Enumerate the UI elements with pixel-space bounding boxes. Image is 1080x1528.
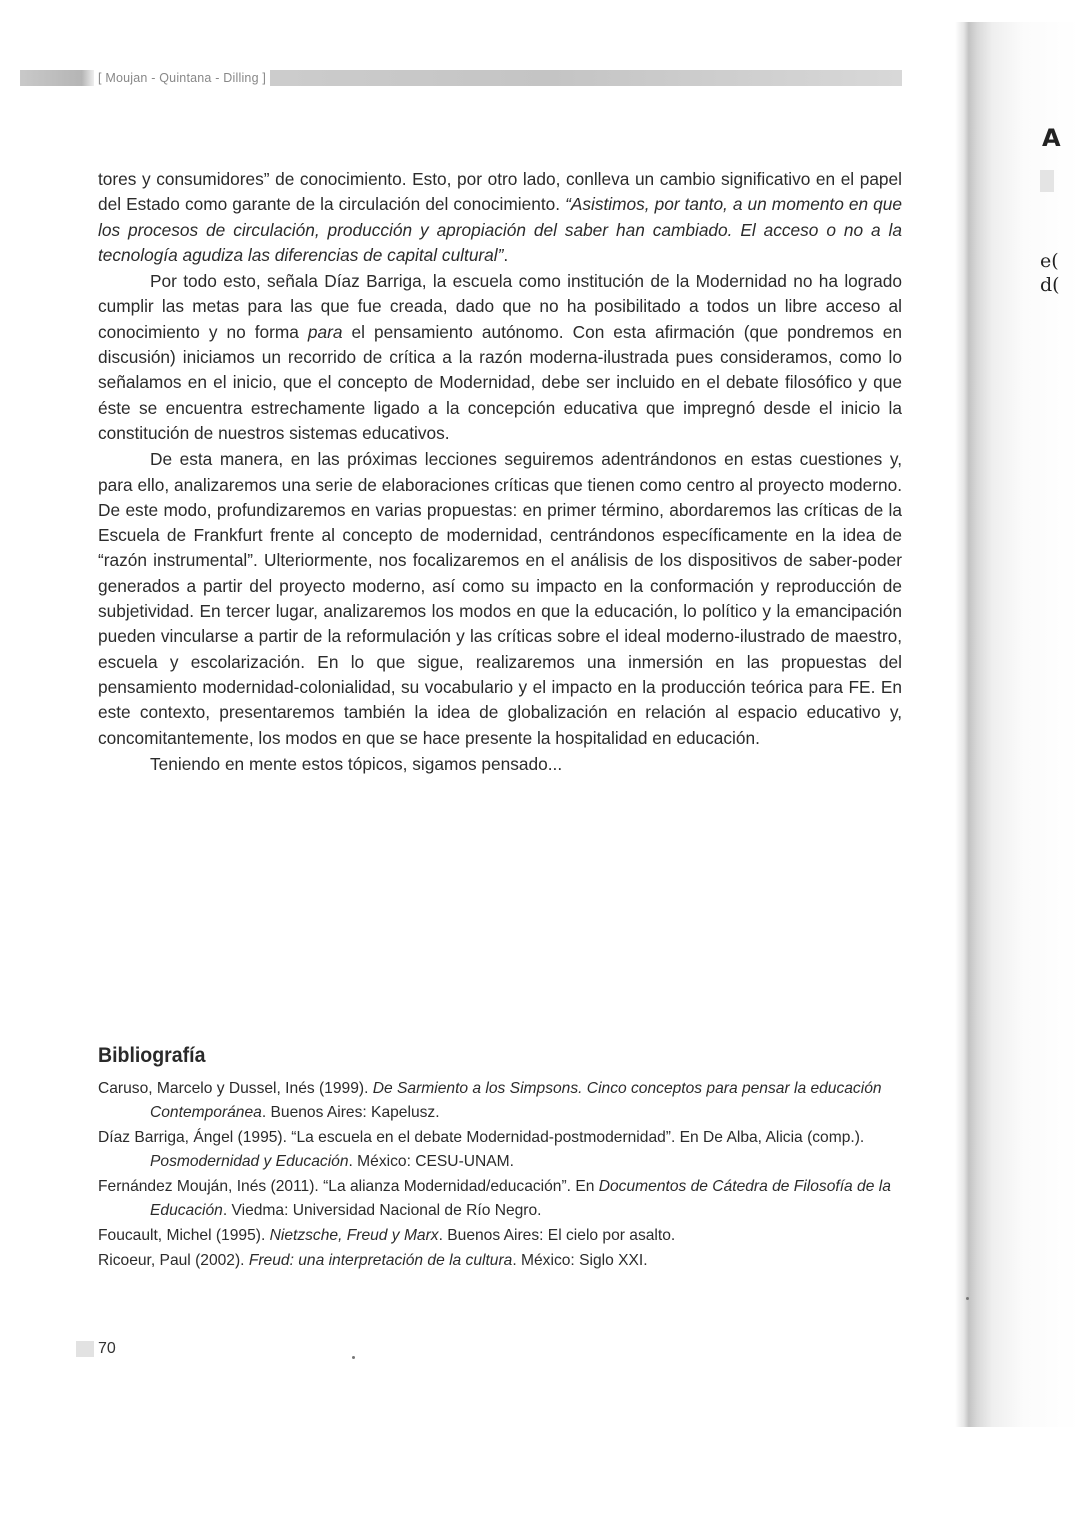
running-header: [ Moujan - Quintana - Dilling ] xyxy=(94,70,270,86)
binding-shadow xyxy=(955,22,1080,1427)
scan-speck xyxy=(352,1356,355,1359)
adjacent-page-mark xyxy=(1040,170,1054,192)
body-text xyxy=(98,167,902,778)
paragraph-3: De esta manera, en las próximas lecciones seguiremos adentrándonos en estas cuestiones y, para ello, analizaremos una serie de elaboraciones críticas que tienen como centro al proyecto moderno. De este modo, profundizaremos en varias propuestas: en primer término, abordaremos las críticas de la Escuela de Frankfurt frente al concepto de modernidad, centrándonos específicamente en la idea de “razón instrumental”. Ulteriormente, nos focalizaremos en el análisis de los dispositivos de saber-poder generados a partir del proyecto moderno, así como su impacto en la conformación y reproducción de subjetividad. En tercer lugar, analizaremos los modos en que la educación, lo político y la emancipación pueden vincularse a partir de la reformulación y las críticas sobre el ideal moderno-ilustrado de maestro, escuela y escolarización. En lo que sigue, realizaremos una inmersión en las propuestas del pensamiento modernidad-colonialidad, su vocabulario y el impacto en la producción teórica para FE. En este contexto, presentaremos también la idea de globalización en relación al espacio educativo y, concomitantemente, los modos en que se hace presente la hospitalidad en educación. xyxy=(98,449,902,748)
bibliography-entry: Díaz Barriga, Ángel (1995). “La escuela en el debate Modernidad-postmodernidad”. En De Alba, Alicia (comp.). Posmodernidad y Educación. México: CESU-UNAM. xyxy=(98,1129,865,1170)
bibliography-heading: Bibliografía xyxy=(98,1044,206,1067)
bibliography-entry: Ricoeur, Paul (2002). Freud: una interpretación de la cultura. México: Siglo XXI. xyxy=(98,1252,648,1269)
adjacent-page-fragment-de: d( xyxy=(1040,274,1060,296)
adjacent-page-fragment-ec: e( xyxy=(1040,250,1059,272)
quotation: “Asistimos, por tanto, a un momento en que los procesos de circulación, producción y apropiación del saber han cambiado. El acceso o no a la tecnología agudiza las diferencias de capital cultural” xyxy=(98,194,902,265)
paragraph-4: Teniendo en mente estos tópicos, sigamos pensado... xyxy=(150,753,563,774)
adjacent-page-fragment-a: A xyxy=(1042,124,1061,152)
page-number: 70 xyxy=(76,1338,116,1360)
bibliography-entry: Fernández Mouján, Inés (2011). “La alianza Modernidad/educación”. En Documentos de Cátedra de Filosofía de la Educación. Viedma: Universidad Nacional de Río Negro. xyxy=(98,1178,891,1219)
bibliography-entry: Caruso, Marcelo y Dussel, Inés (1999). De Sarmiento a los Simpsons. Cinco conceptos para pensar la educación Contemporánea. Buenos Aires: Kapelusz. xyxy=(98,1080,882,1121)
bibliography-entry: Foucault, Michel (1995). Nietzsche, Freud y Marx. Buenos Aires: El cielo por asalto. xyxy=(98,1227,676,1244)
paragraph-2: Por todo esto, señala Díaz Barriga, la escuela como institución de la Modernidad no ha logrado cumplir las metas para las que fue creada, dado que no ha posibilitado a todos un libre acceso al conocimiento y no forma para el pensamiento autónomo. Con esta afirmación (que pondremos en discusión) iniciamos un recorrido de crítica a la razón moderna-ilustrada pues consideramos, como lo señalamos en el inicio, que el concepto de Modernidad, debe ser incluido en el debate filosófico y que éste se encuentra estrechamente ligado a la concepción educativa que impregnó desde el inicio la constitución de nuestros sistemas educativos. xyxy=(98,271,902,443)
paragraph-1: tores y consumidores” de conocimiento. Esto, por otro lado, conlleva un cambio significativo en el papel del Estado como garante de la circulación del conocimiento. “Asistimos, por tanto, a un momento en que los procesos de circulación, producción y apropiación del saber han cambiado. El acceso o no a la tecnología agudiza las diferencias de capital cultural”. xyxy=(98,169,902,265)
scan-speck xyxy=(966,1297,969,1300)
bibliography-list xyxy=(98,1077,904,1274)
